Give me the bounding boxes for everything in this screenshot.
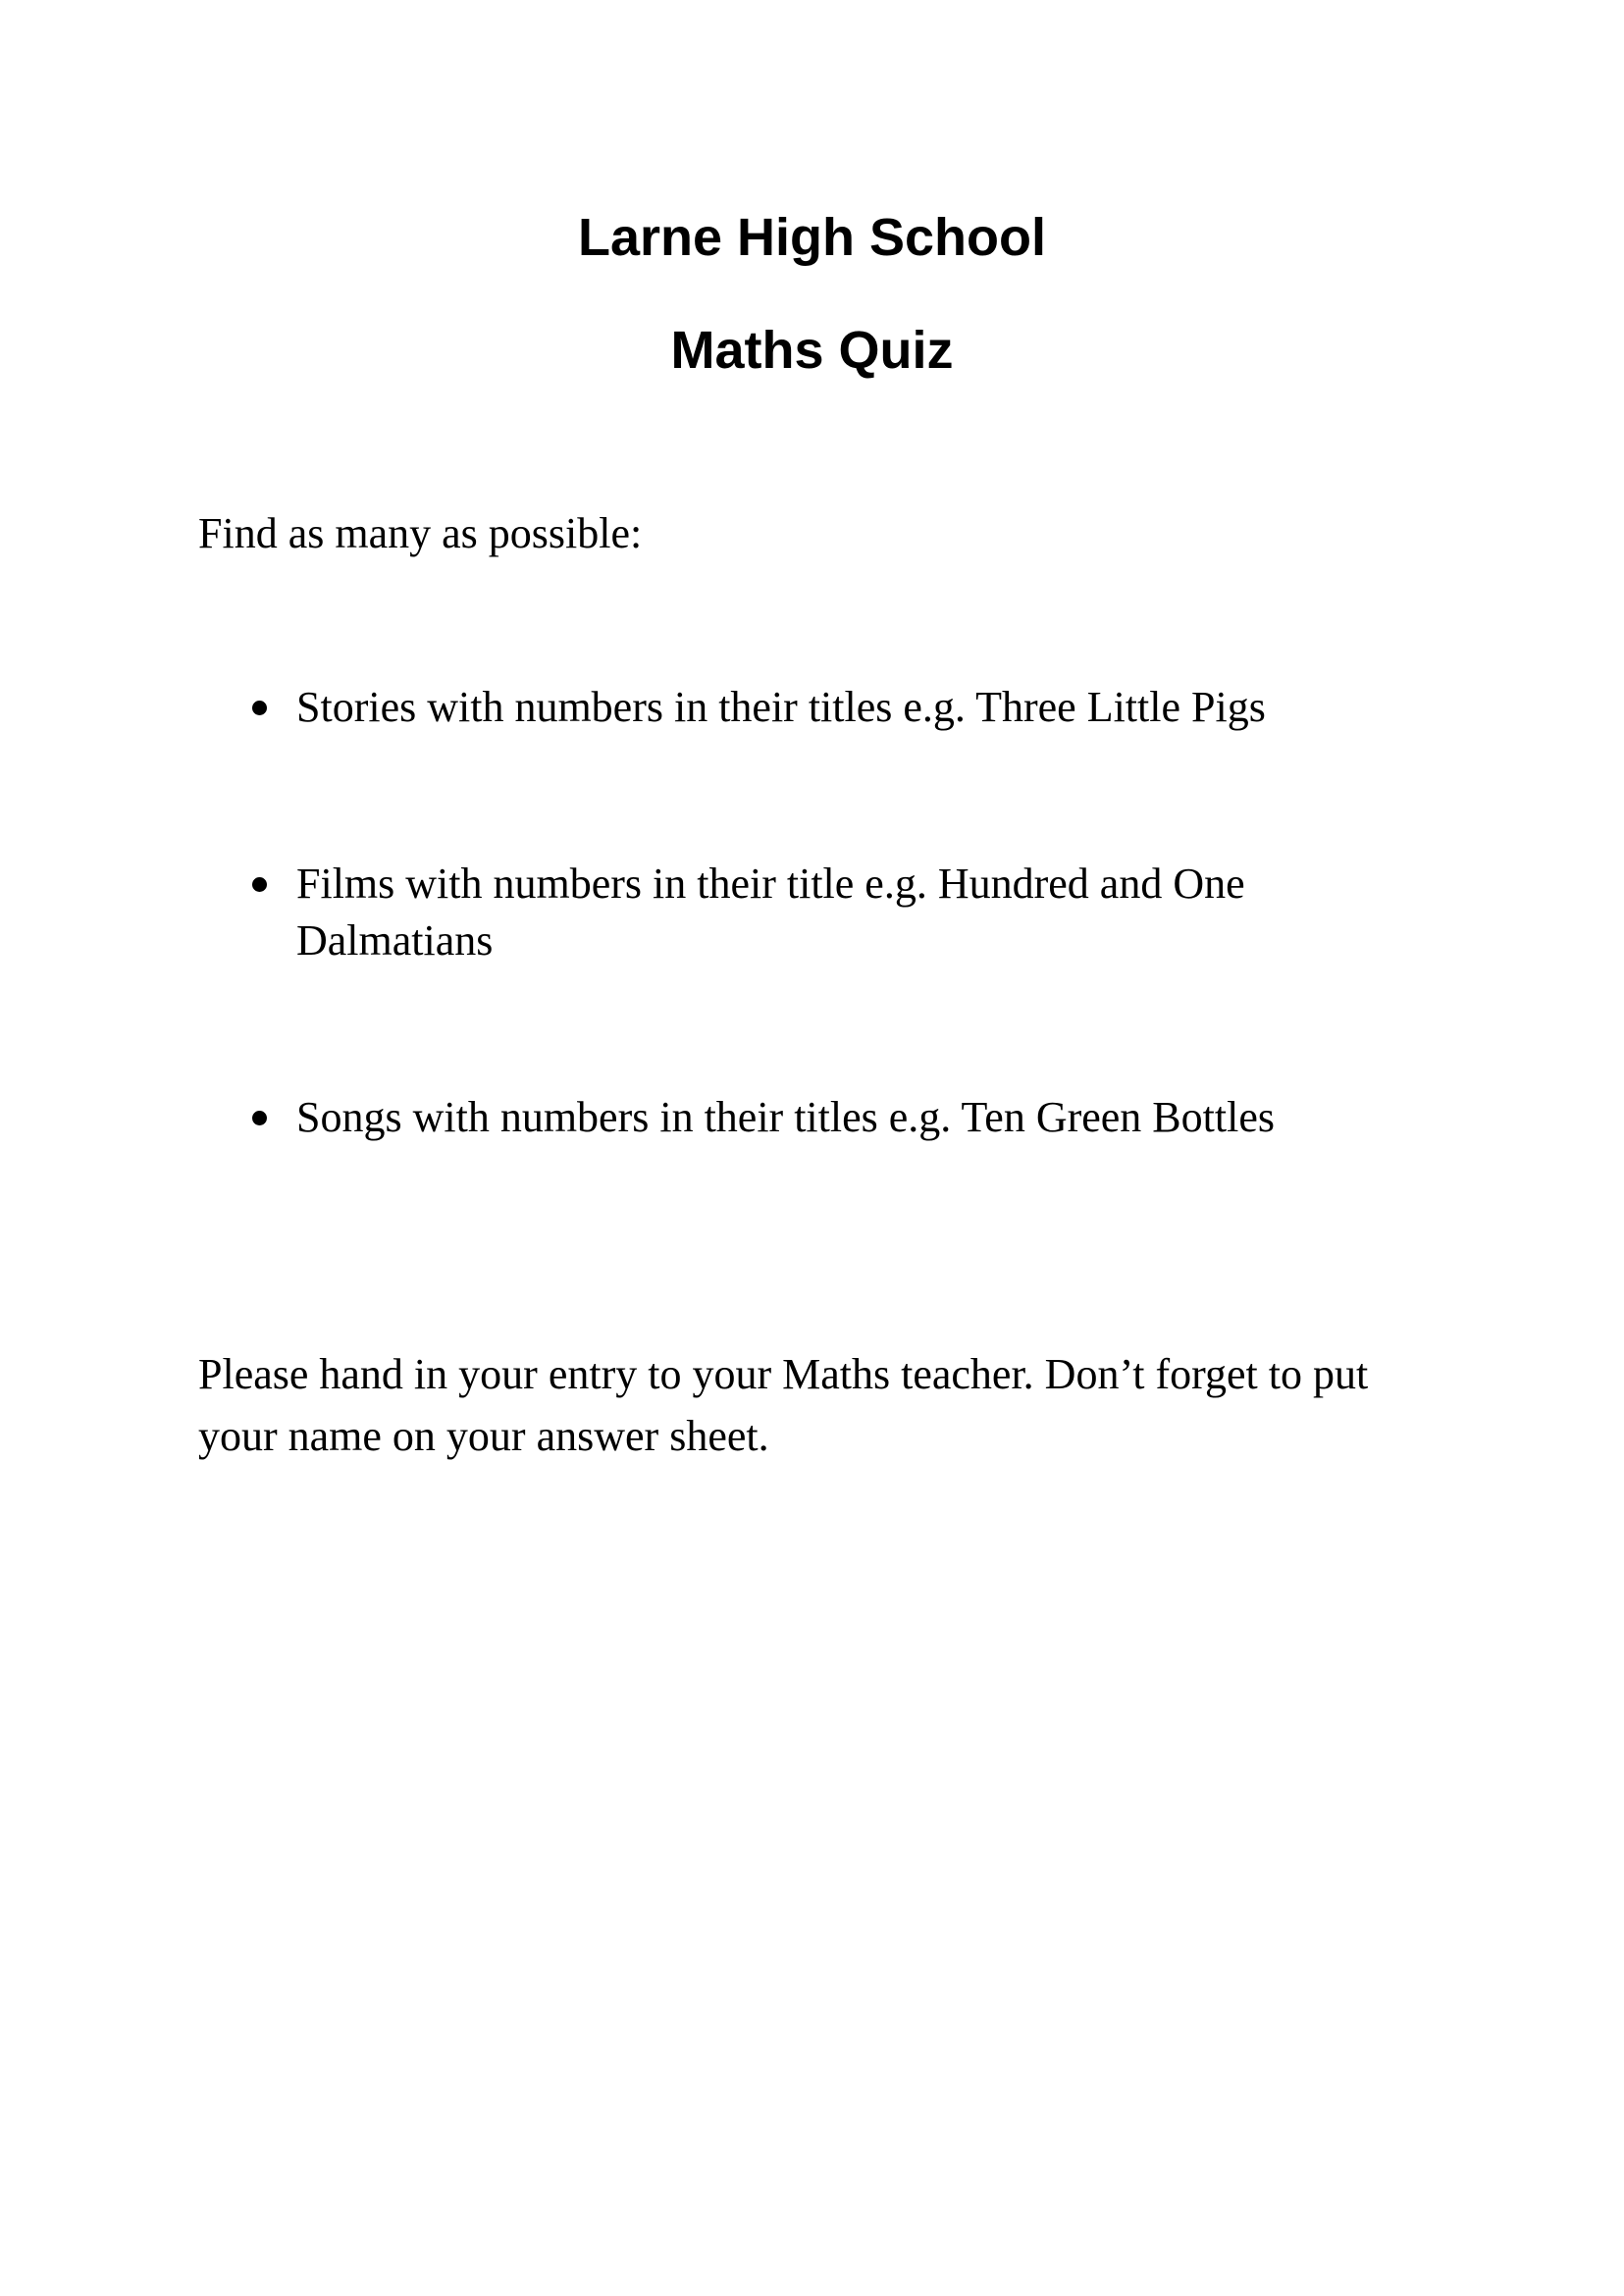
intro-text: Find as many as possible: — [198, 509, 643, 557]
school-title: Larne High School — [577, 208, 1047, 267]
quiz-title: Maths Quiz — [670, 321, 954, 380]
list-item — [245, 679, 1344, 736]
list-item-text: Films with numbers in their title e.g. Hundred and One Dalmatians — [296, 860, 1245, 965]
bullet-icon — [252, 701, 267, 715]
list-item — [245, 1089, 1344, 1146]
bullet-icon — [252, 877, 267, 892]
bullet-icon — [252, 1111, 267, 1125]
list-item — [245, 856, 1344, 969]
list-item-text: Songs with numbers in their titles e.g. Ten Green Bottles — [296, 1093, 1275, 1141]
list-item-text: Stories with numbers in their titles e.g. Three Little Pigs — [296, 683, 1266, 731]
closing-instructions: Please hand in your entry to your Maths teacher. Don’t forget to put your name on your answer sheet. — [198, 1350, 1369, 1460]
